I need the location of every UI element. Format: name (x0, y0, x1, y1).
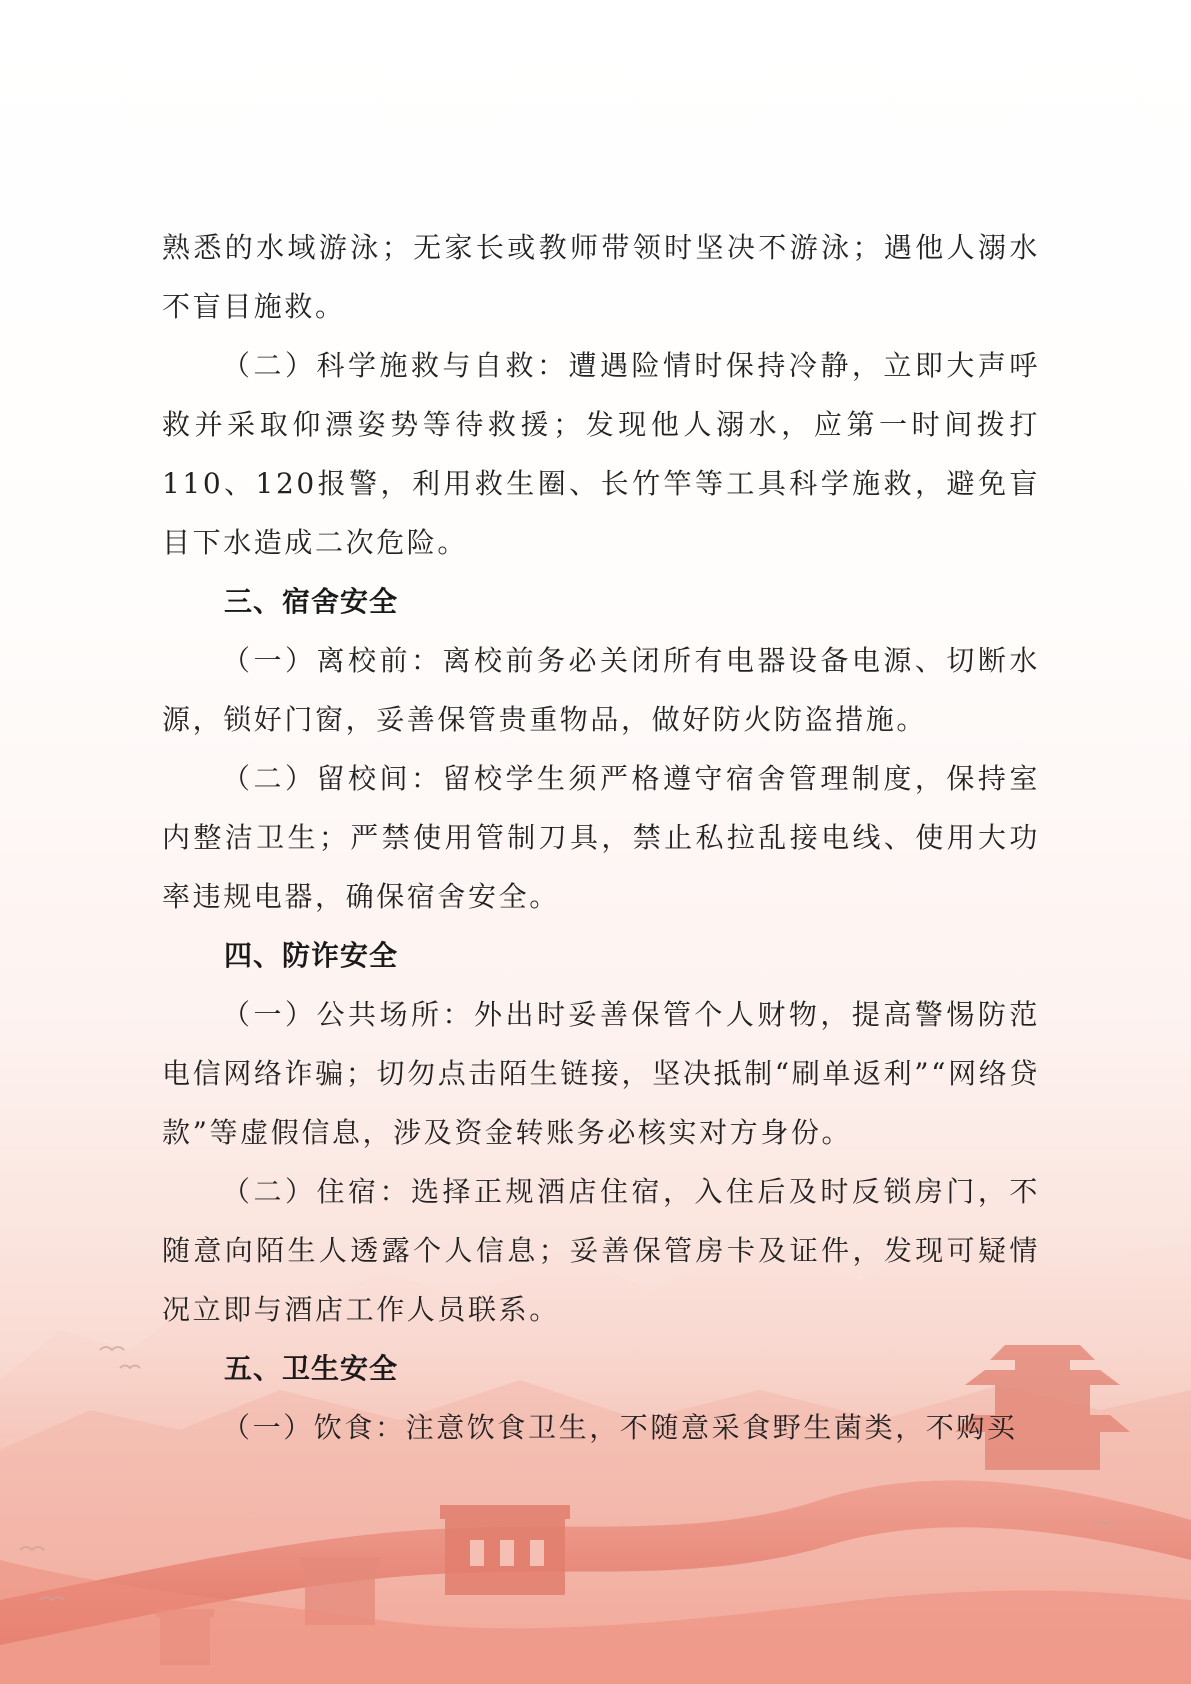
paragraph: （一）公共场所：外出时妥善保管个人财物，提高警惕防范电信网络诈骗；切勿点击陌生链接，坚决抵制“刷单返利”“网络贷款”等虚假信息，涉及资金转账务必核实对方身份。 (162, 998, 1040, 1149)
paragraph: （二）留校间：留校学生须严格遵守宿舍管理制度，保持室内整洁卫生；严禁使用管制刀具，禁止私拉乱接电线、使用大功率违规电器，确保宿舍安全。 (162, 762, 1040, 913)
section-heading: 五、卫生安全 (224, 1352, 399, 1385)
paragraph: 熟悉的水域游泳；无家长或教师带领时坚决不游泳；遇他人溺水不盲目施救。 (162, 231, 1040, 323)
section-heading: 三、宿舍安全 (224, 585, 399, 618)
watchtower-icon (440, 1505, 570, 1595)
paragraph: （二）科学施救与自救：遭遇险情时保持冷静，立即大声呼救并采取仰漂姿势等待救援；发现他人溺水，应第一时间拨打110、120报警，利用救生圈、长竹竿等工具科学施救，避免盲目下水造成二次危险。 (162, 349, 1040, 559)
document-body (162, 218, 1040, 1457)
paragraph: （一）离校前：离校前务必关闭所有电器设备电源、切断水源，锁好门窗，妥善保管贵重物品，做好防火防盗措施。 (162, 644, 1040, 736)
paragraph: （一）饮食：注意饮食卫生，不随意采食野生菌类，不购买 (222, 1411, 1018, 1444)
section-heading: 四、防诈安全 (224, 939, 399, 972)
paragraph: （二）住宿：选择正规酒店住宿，入住后及时反锁房门，不随意向陌生人透露个人信息；妥善保管房卡及证件，发现可疑情况立即与酒店工作人员联系。 (162, 1175, 1040, 1326)
